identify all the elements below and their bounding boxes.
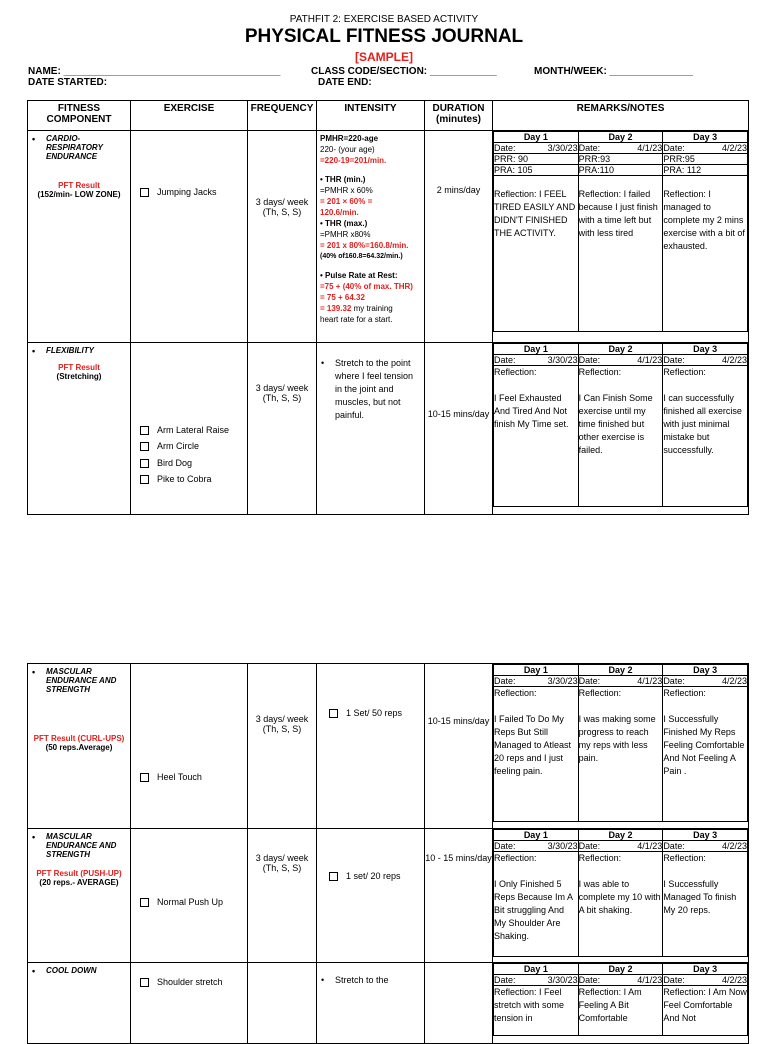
remarks-grid: Day 1 Day 2 Day 3 Date: 3/30/23 Date: 4/1/23 Date: 4/2/23 Reflection: I Feel Exhausted And Tired And Not finish My Time set. Reflection: I Can Finish Some exercise until my time finished but other exercise is failed. Reflection: I can successfully finished all exercise with just minimal mistake but successfully.: [493, 343, 748, 507]
table-row: [28, 963, 749, 1044]
name-field-label: NAME: _______________________________________: [28, 66, 281, 77]
intensity-line: 120.6/min.: [320, 208, 359, 217]
date-value: 4/1/23: [637, 676, 663, 686]
frequency-value: 3 days/ week (Th, S, S): [255, 196, 309, 217]
duration-value: 10 - 15 mins/day: [425, 853, 492, 863]
reflection-label: Reflection:: [494, 853, 537, 863]
reflection-text: Reflection: I Feel stretch with some tension in: [494, 986, 579, 1036]
reflection-label: Reflection:: [494, 688, 537, 698]
date-value: 4/2/23: [721, 975, 747, 985]
reflection-text: I Successfully Managed To finish My 20 reps.: [663, 879, 737, 915]
intensity-line: =220-19=201/min.: [320, 156, 387, 165]
prr-value: PRR:95: [663, 154, 748, 165]
day-label: Day 1: [494, 830, 579, 841]
intensity-line: =75 + (40% of max. THR): [320, 282, 413, 291]
intensity-text: 1 Set/ 50 reps: [317, 708, 424, 718]
remarks-grid: Day 1 Day 2 Day 3 Date: 3/30/23 Date: 4/1/23 Date: 4/2/23 Reflection: I Feel stretch with some tension in Reflection: I Am Feeling A Bit Comfortable Reflection: I Am Now Feel Comfortable And Not: [493, 963, 748, 1036]
reflection-text: Reflection: I Am Now Feel Comfortable And Not: [663, 986, 748, 1036]
page-title: PHYSICAL FITNESS JOURNAL: [244, 26, 524, 47]
intensity-line: • THR (max.): [320, 219, 368, 228]
date-started-label: DATE STARTED:: [28, 77, 108, 88]
pra-value: PRA: 112: [663, 165, 748, 176]
reflection-text: I Can Finish Some exercise until my time finished but other exercise is failed.: [578, 393, 653, 455]
pft-result-detail: (152/min- LOW ZONE): [37, 190, 121, 199]
intensity-text: • Stretch to the point where I feel tension in the joint and muscles, but not painful.: [317, 357, 424, 422]
component-name: • MASCULAR ENDURANCE AND STRENGTH: [32, 832, 126, 859]
day-label: Day 3: [663, 344, 748, 355]
reflection-label: Reflection:: [494, 367, 537, 377]
pra-value: PRA:110: [578, 165, 663, 176]
table-row: [28, 829, 749, 963]
date-value: 4/1/23: [637, 355, 663, 365]
day-label: Day 3: [663, 665, 748, 676]
intensity-line: • Pulse Rate at Rest:: [320, 271, 398, 280]
intensity-line: = 201 x 80%=160.8/min.: [320, 241, 409, 250]
col-remarks: REMARKS/NOTES: [493, 101, 749, 131]
intensity-line: =PMHR x 60%: [320, 186, 373, 195]
pft-result-label: PFT Result (CURL-UPS): [33, 734, 125, 743]
date-value: 3/30/23: [547, 841, 578, 851]
component-name: • COOL DOWN: [32, 966, 126, 975]
duration-value: 10-15 mins/day: [427, 716, 490, 726]
exercise-item[interactable]: Heel Touch: [140, 772, 202, 782]
journal-table-page1: [27, 100, 749, 515]
date-value: 4/1/23: [637, 841, 663, 851]
date-value: 4/2/23: [721, 676, 747, 686]
reflection-label: Reflection:: [663, 853, 706, 863]
component-name: • CARDIO-RESPIRATORY ENDURANCE: [32, 134, 126, 161]
reflection-text: Reflection: I managed to complete my 2 mins exercise with a bit of exhausted.: [663, 176, 748, 332]
reflection-text: Reflection: I failed because I just finish with a time left but with less tired: [578, 176, 663, 332]
checkbox-icon[interactable]: [140, 426, 149, 435]
duration-value: 10-15 mins/day: [427, 409, 490, 419]
checkbox-icon[interactable]: [140, 978, 149, 987]
reflection-label: Reflection:: [663, 688, 706, 698]
intensity-text: 1 set/ 20 reps: [317, 871, 424, 881]
reflection-text: I was making some progress to reach my reps with less pain.: [578, 714, 656, 763]
col-exercise: EXERCISE: [131, 101, 248, 131]
pft-result-detail: (20 reps.- AVERAGE): [39, 878, 119, 887]
day-label: Day 3: [663, 132, 748, 143]
journal-table-page2: [27, 663, 749, 1044]
exercise-item[interactable]: Normal Push Up: [140, 897, 223, 907]
component-name: • FLEXIBILITY: [32, 346, 126, 355]
reflection-text: I Only Finished 5 Reps Because Im A Bit struggling And My Shoulder Are Shaking.: [494, 879, 573, 941]
date-value: 4/2/23: [721, 841, 747, 851]
table-row: [28, 131, 749, 343]
intensity-line: = 201 × 60% =: [320, 197, 373, 206]
remarks-grid: Day 1 Day 2 Day 3 Date: 3/30/23 Date: 4/1/23 Date: 4/2/23 Reflection: I Failed To Do My Reps But Still Managed to Atleast 20 reps and I just feeling pain. Reflection: I was making some progress to reach my reps with less pain. Reflection: I Successfully Finished My Reps Feeling Comfortable And Not Feeling A Pain .: [493, 664, 748, 822]
prr-value: PRR:93: [578, 154, 663, 165]
col-intensity: INTENSITY: [317, 101, 425, 131]
exercise-item[interactable]: Pike to Cobra: [140, 474, 212, 484]
checkbox-icon[interactable]: [140, 898, 149, 907]
checkbox-icon[interactable]: [140, 773, 149, 782]
subtitle: PATHFIT 2: EXERCISE BASED ACTIVITY: [289, 14, 479, 25]
date-value: 3/30/23: [547, 676, 578, 686]
day-label: Day 1: [494, 132, 579, 143]
checkbox-icon[interactable]: [140, 188, 149, 197]
frequency-value: 3 days/ week (Th, S, S): [255, 714, 309, 734]
checkbox-icon[interactable]: [329, 709, 338, 718]
reflection-text: Reflection: I FEEL TIRED EASILY AND DIDN'T FINISHED THE ACTIVITY.: [494, 176, 579, 332]
exercise-item[interactable]: Arm Circle: [140, 441, 199, 451]
sample-label: [SAMPLE]: [355, 50, 413, 64]
reflection-text: I was able to complete my 10 with A bit shaking.: [578, 879, 661, 915]
pra-value: PRA: 105: [494, 165, 579, 176]
component-name: • MASCULAR ENDURANCE AND STRENGTH: [32, 667, 126, 694]
date-value: 3/30/23: [547, 975, 578, 985]
prr-value: PRR: 90: [494, 154, 579, 165]
col-duration: DURATION (minutes): [425, 101, 493, 131]
pft-result-detail: (50 reps.Average): [45, 743, 113, 752]
pft-result-label: PFT Result: [58, 181, 100, 190]
day-label: Day 3: [663, 830, 748, 841]
month-field-label: MONTH/WEEK: _______________: [534, 66, 693, 77]
date-value: 3/30/23: [547, 355, 578, 365]
reflection-text: I Feel Exhausted And Tired And Not finish My Time set.: [494, 393, 569, 429]
col-fitness-component: FITNESS COMPONENT: [28, 101, 131, 131]
intensity-text: • Stretch to the: [317, 975, 424, 985]
table-row: [28, 664, 749, 829]
checkbox-icon[interactable]: [140, 459, 149, 468]
date-value: 3/30/23: [547, 143, 578, 153]
reflection-text: I Successfully Finished My Reps Feeling Comfortable And Not Feeling A Pain .: [663, 714, 745, 776]
date-end-label: DATE END:: [318, 77, 372, 88]
reflection-label: Reflection:: [578, 688, 622, 698]
pft-result-label: PFT Result: [58, 363, 100, 372]
pft-result-label: PFT Result (PUSH-UP): [36, 869, 122, 878]
intensity-line: =PMHR x80%: [320, 230, 371, 239]
class-field-label: CLASS CODE/SECTION: ____________: [311, 66, 497, 77]
checkbox-icon[interactable]: [329, 872, 338, 881]
day-label: Day 3: [663, 964, 748, 975]
frequency-value: 3 days/ week (Th, S, S): [255, 383, 309, 403]
day-label: Day 2: [578, 344, 663, 355]
date-value: 4/1/23: [637, 975, 663, 985]
intensity-line: PMHR=220-age: [320, 134, 379, 143]
frequency-value: 3 days/ week (Th, S, S): [255, 853, 309, 873]
remarks-grid: Day 1 Day 2 Day 3 Date: 3/30/23 Date: 4/1/23 Date: 4/2/23 Reflection: I Only Finished 5 Reps Because Im A Bit struggling And My Shoulder Are Shaking. Reflection: I was able to complete my 10 with A bit shaking. Reflection: I Successfully Managed To finish My 20 reps.: [493, 829, 748, 957]
reflection-text: I can successfully finished all exercise with just minimal mistake but successfully.: [663, 393, 742, 455]
exercise-item[interactable]: Shoulder stretch: [140, 977, 223, 987]
pft-result-detail: (Stretching): [56, 372, 102, 381]
exercise-item[interactable]: Jumping Jacks: [140, 187, 217, 197]
exercise-item[interactable]: Arm Lateral Raise: [140, 425, 229, 435]
reflection-label: Reflection:: [663, 367, 706, 377]
table-row: [28, 343, 749, 515]
checkbox-icon[interactable]: [140, 475, 149, 484]
day-label: Day 1: [494, 964, 579, 975]
reflection-text: Reflection: I Am Feeling A Bit Comfortable: [578, 986, 663, 1036]
day-label: Day 1: [494, 344, 579, 355]
checkbox-icon[interactable]: [140, 442, 149, 451]
day-label: Day 2: [578, 964, 663, 975]
date-value: 4/2/23: [721, 143, 747, 153]
reflection-text: I Failed To Do My Reps But Still Managed to Atleast 20 reps and I just feeling pain.: [494, 714, 572, 776]
exercise-item[interactable]: Bird Dog: [140, 458, 192, 468]
intensity-line: heart rate for a start.: [320, 315, 393, 324]
duration-value: 2 mins/day: [436, 185, 481, 195]
date-value: 4/2/23: [721, 355, 747, 365]
day-label: Day 2: [578, 132, 663, 143]
col-frequency: FREQUENCY: [248, 101, 317, 131]
intensity-line: = 75 + 64.32: [320, 293, 365, 302]
remarks-grid: Day 1 Day 2 Day 3 Date: 3/30/23 Date: 4/1/23 Date: 4/2/23 PRR: 90 PRR:93 PRR:95 PRA: 105 PRA:110 PRA: 112 Reflection: I FEEL TIRED EASILY AND DIDN'T FINISHED THE ACTIVITY. Reflection: I failed because I just finish with a time left but with less tired Reflection: I managed to complete my 2 mins exercise with a bit of exhausted.: [493, 131, 748, 332]
day-label: Day 1: [494, 665, 579, 676]
reflection-label: Reflection:: [578, 367, 622, 377]
date-value: 4/1/23: [637, 143, 663, 153]
intensity-line: 220- (your age): [320, 145, 375, 154]
day-label: Day 2: [578, 830, 663, 841]
reflection-label: Reflection:: [578, 853, 622, 863]
intensity-line: • THR (min.): [320, 175, 366, 184]
intensity-line: (40% of160.8=64.32/min.): [320, 253, 403, 260]
day-label: Day 2: [578, 665, 663, 676]
intensity-line: = 139.32 my training: [320, 304, 393, 313]
